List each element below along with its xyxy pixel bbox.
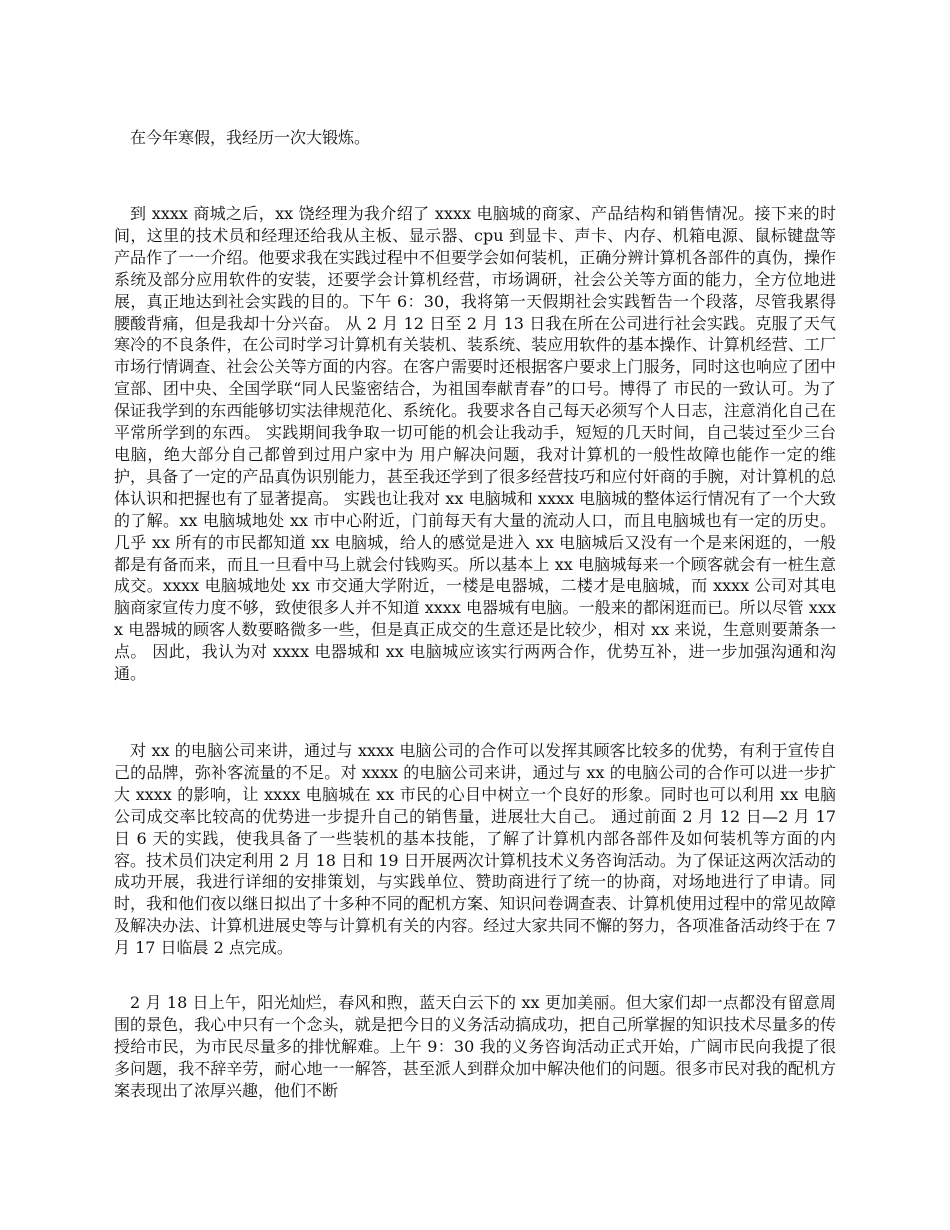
paragraph-intro: 在今年寒假，我经历一次大锻炼。 [130,128,371,147]
paragraph-practice-details: 到 xxxx 商城之后，xx 饶经理为我介绍了 xxxx 电脑城的商家、产品结构和销售情况。接下来的时间，这里的技术员和经理还给我从主板、显示器、cpu 到显卡、声卡、内存、机箱电源、鼠标键盘等产品作了一一介绍。他要求我在实践过程中不但要学会如何装机，正确分辨计算机各部件的真伪，操作系统及部分应用软件的安装，还要学会计算机经营，市场调研，社会公关等方面的能力，全方位地进展，真正地达到社会实践的目的。下午 6：30，我将第一天假期社会实践暂告一个段落，尽管我累得腰酸背痛，但是我却十分兴奋。 从 2 月 12 日至 2 月 13 日我在所在公司进行社会实践。克服了天气寒冷的不良条件，在公司时学习计算机有关装机、装系统、装应用软件的基本操作、计算机经营、工厂市场行情调查、社会公关等方面的内容。在客户需要时还根据客户要求上门服务，同时这也响应了团中宣部、团中央、全国学联“同人民鉴密结合，为祖国奉献青春”的口号。博得了 市民的一致认可。为了保证我学到的东西能够切实法律规范化、系统化。我要求各自己每天必须写个人日志，注意消化自己在平常所学到的东西。 实践期间我争取一切可能的机会让我动手，短短的几天时间，自己装过至少三台电脑，绝大部分自己都曾到过用户家中为 用户解决问题，我对计算机的一般性故障也能作一定的维护，具备了一定的产品真伪识别能力，甚至我还学到了很多经营技巧和应付奸商的手腕，对计算机的总体认识和把握也有了显著提高。 实践也让我对 xx 电脑城和 xxxx 电脑城的整体运行情况有了一个大致的了解。xx 电脑城地处 xx 市中心附近，门前每天有大量的流动人口，而且电脑城也有一定的历史。几乎 xx 所有的市民都知道 xx 电脑城，给人的感觉是进入 xx 电脑城后又没有一个是来闲逛的，一般都是有备而来，而且一旦看中马上就会付钱购买。所以基本上 xx 电脑城每来一个顾客就会有一桩生意成交。xxxx 电脑城地处 xx 市交通大学附近，一楼是电器城，二楼才是电脑城，而 xxxx 公司对其电脑商家宣传力度不够，致使很多人并不知道 xxxx 电器城有电脑。一般来的都闲逛而已。所以尽管 xxxx 电器城的顾客人数要略微多一些，但是真正成交的生意还是比较少，相对 xx 来说，生意则要萧条一点。 因此，我认为对 xxxx 电器城和 xx 电脑城应该实行两两合作，优势互补，进一步加强沟通和沟通。 [114,204,836,684]
paragraph-volunteer-event: 2 月 18 日上午，阳光灿烂，春风和煦，蓝天白云下的 xx 更加美丽。但大家们却一点都没有留意周围的景色，我心中只有一个念头，就是把今日的义务活动搞成功，把自己所掌握的知识技术尽量多的传授给市民，为市民尽量多的排忧解难。上午 9：30 我的义务咨询活动正式开始，广阔市民向我提了很多问题，我不辞辛劳，耐心地一一解答，甚至派人到群众加中解决他们的问题。很多市民对我的配机方案表现出了浓厚兴趣，他们不断 [114,993,836,1100]
paragraph-cooperation: 对 xx 的电脑公司来讲，通过与 xxxx 电脑公司的合作可以发挥其顾客比较多的优势，有利于宣传自己的品牌，弥补客流量的不足。对 xxxx 的电脑公司来讲，通过与 xx 的电脑公司的合作可以进一步扩大 xxxx 的影响，让 xxxx 电脑城在 xx 市民的心目中树立一个良好的形象。同时也可以利用 xx 电脑公司成交率比较高的优势进一步提升自己的销售量，进展壮大自己。 通过前面 2 月 12 日—2 月 17 日 6 天的实践，使我具备了一些装机的基本技能，了解了计算机内部各部件及如何装机等方面的内容。技术员们决定利用 2 月 18 日和 19 日开展两次计算机技术义务咨询活动。为了保证这两次活动的成功开展，我进行详细的安排策划，与实践单位、赞助商进行了统一的协商，对场地进行了申请。同时，我和他们夜以继日拟出了十多种不同的配机方案、知识问卷调查表、计算机使用过程中的常见故障及解决办法、计算机进展史等与计算机有关的内容。经过大家共同不懈的努力，各项准备活动终于在 7 月 17 日临晨 2 点完成。 [114,741,836,958]
